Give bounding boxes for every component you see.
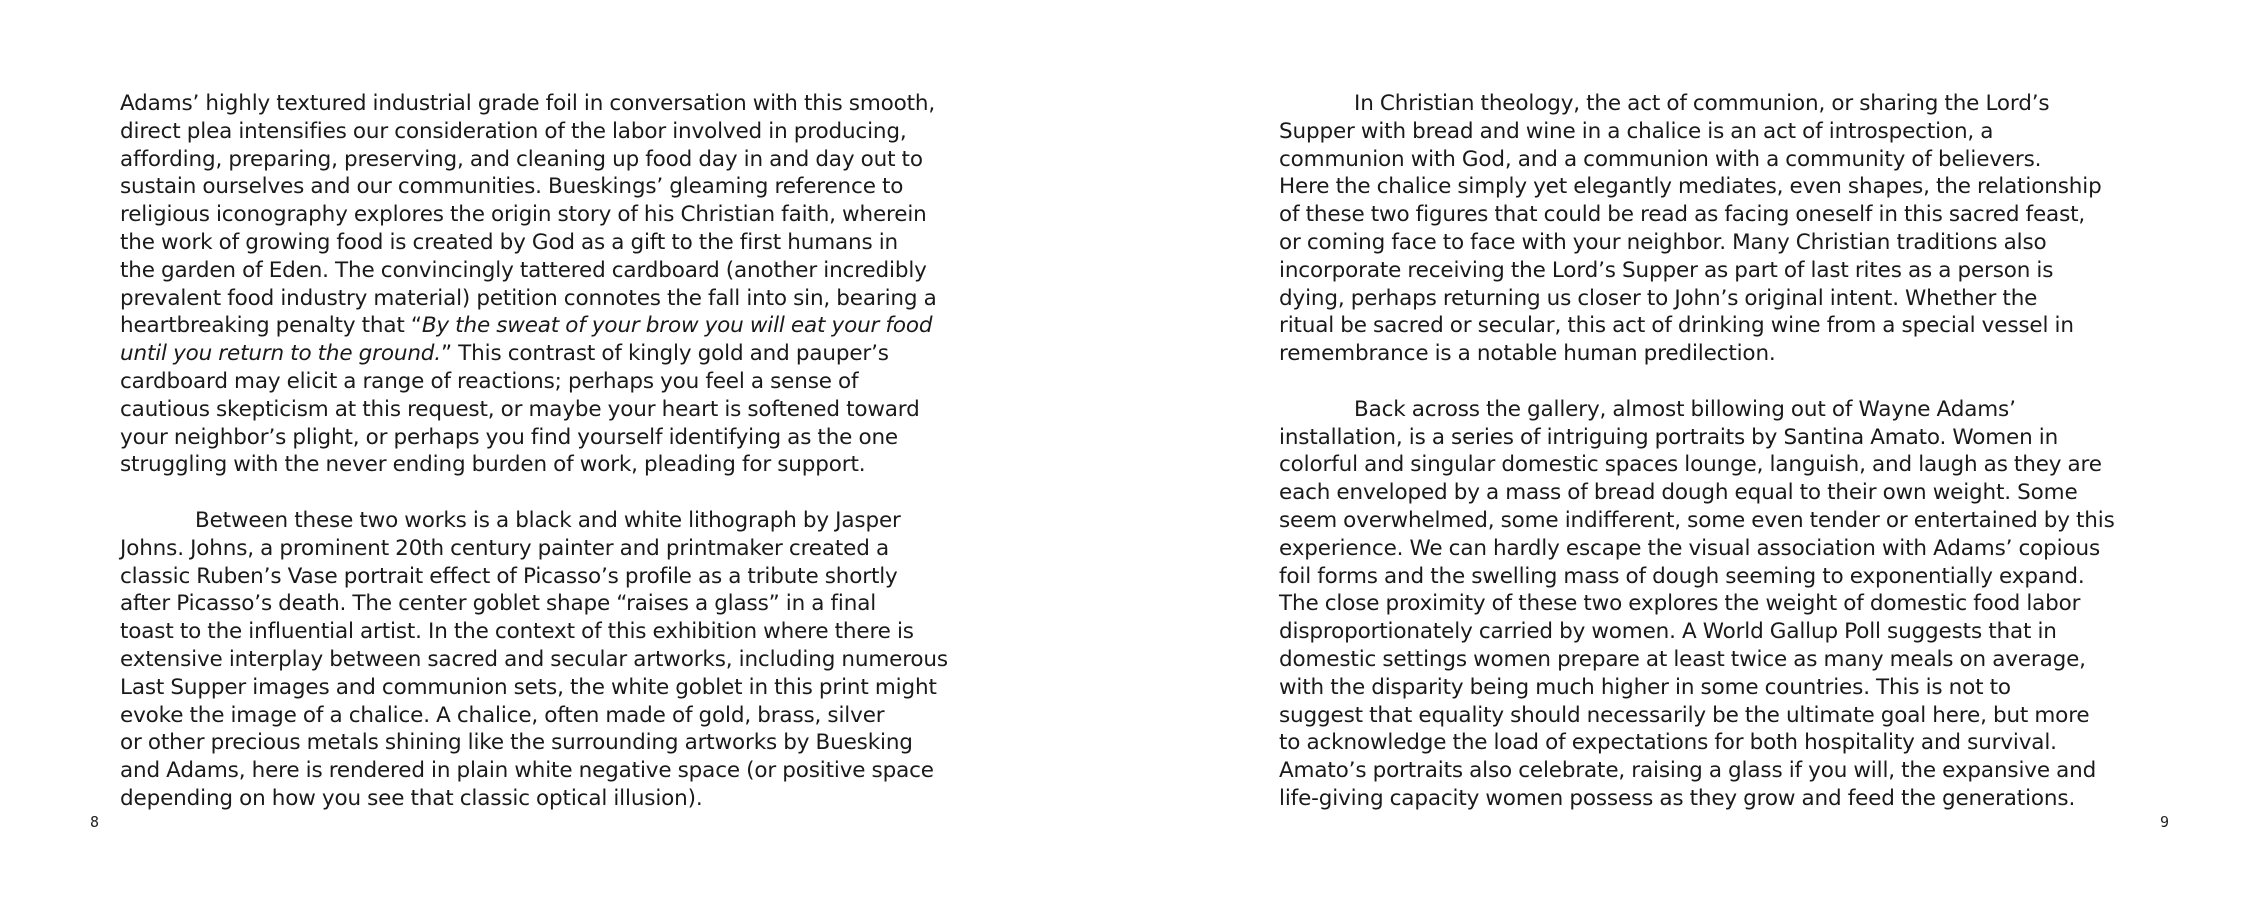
text-line: the garden of Eden. The convincingly tattered cardboard (another incredibly [120,257,927,283]
paragraph-adams-bueskings [120,90,990,479]
text-line: installation, is a series of intriguing portraits by Santina Amato. Women in [1279,424,2059,450]
text-line: Amato’s portraits also celebrate, raising a glass if you will, the expansive and [1279,758,2097,784]
text-line [120,340,990,368]
text-line: toast to the influential artist. In the context of this exhibition where there is [120,619,914,645]
paragraph-santina-amato [1279,396,2250,813]
text-line: or other precious metals shining like the surrounding artworks by Buesking [120,730,913,756]
text-line: Last Supper images and communion sets, the white goblet in this print might [120,674,937,700]
text-line: or coming face to face with your neighbor. Many Christian traditions also [1279,229,2047,255]
text-line: struggling with the never ending burden of work, pleading for support. [120,452,866,478]
text-segment: heartbreaking penalty that “ [120,313,422,339]
text-line: seem overwhelmed, some indifferent, some even tender or entertained by this [1279,507,2115,533]
text-line: and Adams, here is rendered in plain white negative space (or positive space [120,758,934,784]
text-line: cardboard may elicit a range of reactions; perhaps you feel a sense of [120,368,859,394]
text-line: life-giving capacity women possess as they grow and feed the generations. [1279,785,2076,811]
text-line: suggest that equality should necessarily be the ultimate goal here, but more [1279,702,2090,728]
text-line: disproportionately carried by women. A World Gallup Poll suggests that in [1279,619,2057,645]
text-segment: ” This contrast of kingly gold and pauper’s [441,341,889,367]
text-line: Back across the gallery, almost billowing out of Wayne Adams’ [1354,396,2016,422]
text-line [120,312,990,340]
page-number: 8 [90,813,100,831]
text-line: with the disparity being much higher in some countries. This is not to [1279,674,2011,700]
text-line: your neighbor’s plight, or perhaps you find yourself identifying as the one [120,424,899,450]
text-line: communion with God, and a communion with a community of believers. [1279,146,2042,172]
text-line: The close proximity of these two explores the weight of domestic food labor [1279,591,2081,617]
text-line: sustain ourselves and our communities. Bueskings’ gleaming reference to [120,174,904,200]
text-line: Supper with bread and wine in a chalice is an act of introspection, a [1279,118,1994,144]
text-line: Here the chalice simply yet elegantly mediates, even shapes, the relationship [1279,174,2102,200]
text-line: In Christian theology, the act of communion, or sharing the Lord’s [1354,91,2050,116]
left-page-text [120,90,990,813]
text-line: incorporate receiving the Lord’s Supper as part of last rites as a person is [1279,257,2054,283]
text-line: ritual be sacred or secular, this act of drinking wine from a special vessel in [1279,313,2074,339]
right-page-text [1279,90,2250,813]
text-line: to acknowledge the load of expectations for both hospitality and survival. [1279,730,2057,756]
text-line: of these two figures that could be read as facing oneself in this sacred feast, [1279,202,2086,228]
text-line: Johns. Johns, a prominent 20th century painter and printmaker created a [120,535,889,561]
text-line: foil forms and the swelling mass of dough seeming to exponentially expand. [1279,563,2085,589]
text-line: extensive interplay between sacred and secular artworks, including numerous [120,646,948,672]
paragraph-spacer [120,479,990,507]
text-line: affording, preparing, preserving, and cleaning up food day in and day out to [120,146,923,172]
scripture-quote: By the sweat of your brow you will eat your food [421,313,933,339]
text-line: the work of growing food is created by God as a gift to the first humans in [120,229,899,255]
text-line: classic Ruben’s Vase portrait effect of Picasso’s profile as a tribute shortly [120,563,898,589]
paragraph-christian-communion [1279,90,2250,368]
text-line: experience. We can hardly escape the visual association with Adams’ copious [1279,535,2101,561]
paragraph-jasper-johns [120,507,990,813]
text-line: remembrance is a notable human predilection. [1279,341,1776,367]
text-line: direct plea intensifies our consideration of the labor involved in producing, [120,118,907,144]
text-line: evoke the image of a chalice. A chalice, often made of gold, brass, silver [120,702,885,728]
text-line: cautious skepticism at this request, or maybe your heart is softened toward [120,396,920,422]
text-line: religious iconography explores the origin story of his Christian faith, wherein [120,202,927,228]
scripture-quote: until you return to the ground. [120,341,441,367]
text-line: each enveloped by a mass of bread dough equal to their own weight. Some [1279,480,2078,506]
text-line: colorful and singular domestic spaces lounge, languish, and laugh as they are [1279,452,2102,478]
page-number: 9 [2160,813,2170,831]
text-line: after Picasso’s death. The center goblet shape “raises a glass” in a final [120,591,877,617]
text-line: Adams’ highly textured industrial grade foil in conversation with this smooth, [120,91,936,116]
text-line: dying, perhaps returning us closer to John’s original intent. Whether the [1279,285,2038,311]
right-page [1125,0,2250,900]
text-line: domestic settings women prepare at least twice as many meals on average, [1279,646,2086,672]
text-line: depending on how you see that classic optical illusion). [120,785,703,811]
paragraph-spacer [1279,368,2250,396]
text-line: Between these two works is a black and white lithograph by Jasper [195,507,901,533]
text-line: prevalent food industry material) petition connotes the fall into sin, bearing a [120,285,937,311]
